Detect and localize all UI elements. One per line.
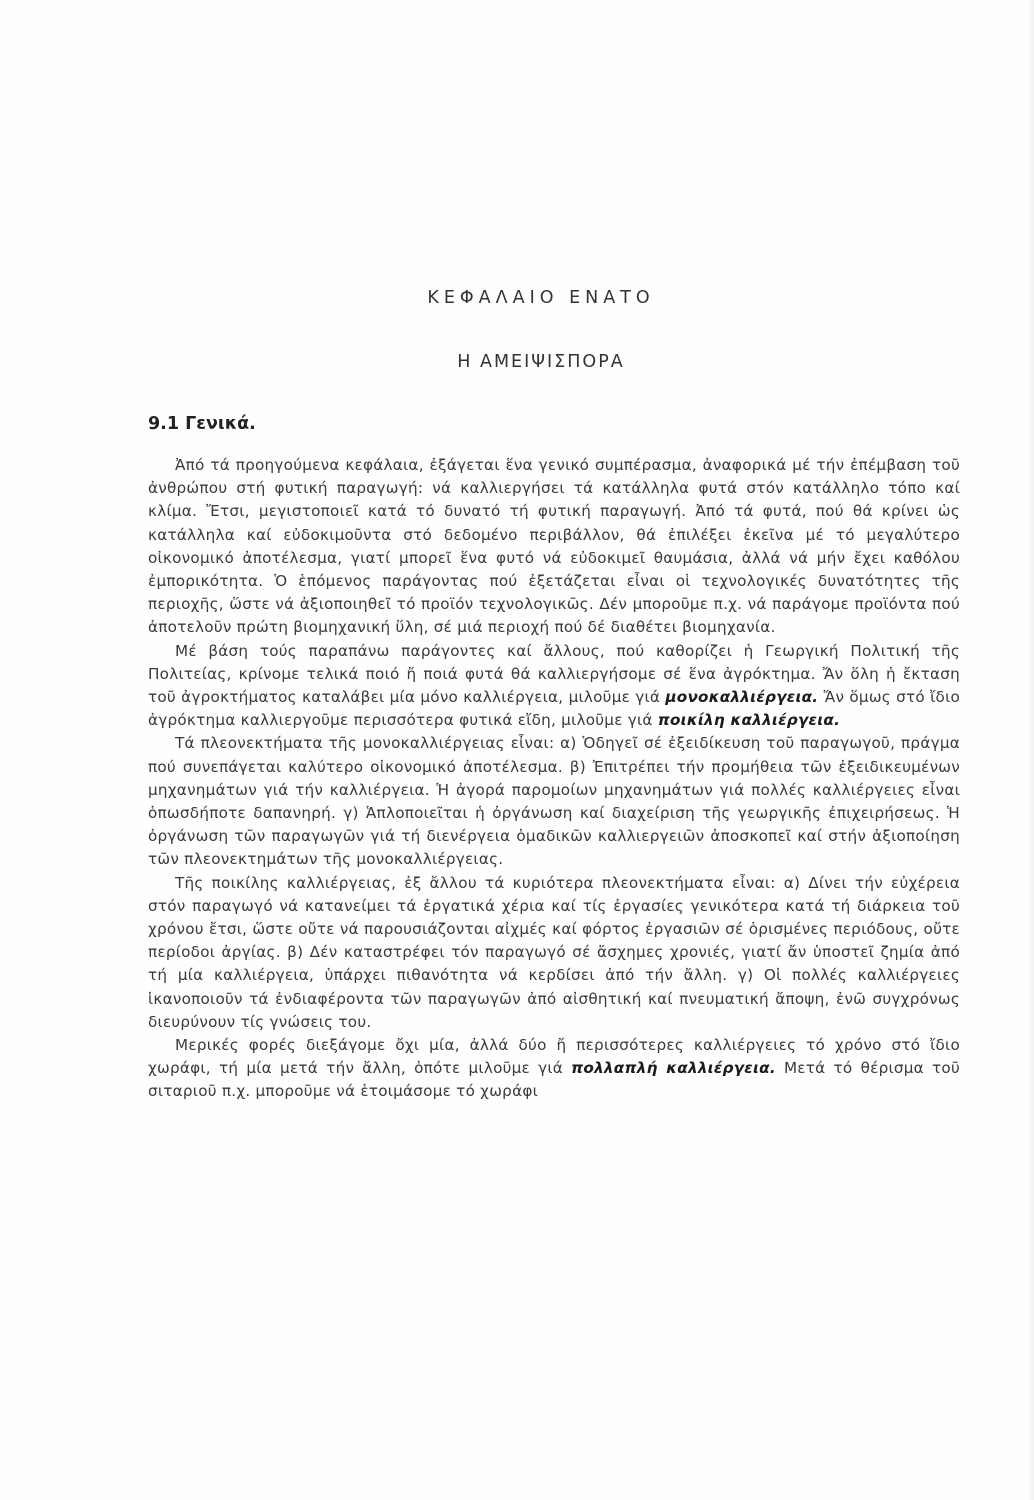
paragraph-2-text-a: Μέ βάση τούς παραπάνω παράγοντες καί ἄλλους, πού καθορίζει ἡ Γεωργική Πολιτική τῆς Πολιτείας, κρίνομε τελικά ποιό ἤ ποιά φυτά θά καλλιεργήσομε σέ ἕνα ἀγρόκτημα. Ἄν ὅλη ἡ ἔκταση τοῦ ἀγροκτήματος καταλάβει μία μόνο καλλιέργεια, μιλοῦμε γιά (148, 641, 960, 707)
chapter-label: ΚΕΦΑΛΑΙΟ ΕΝΑΤΟ (427, 288, 655, 308)
paragraph-4: Τῆς ποικίλης καλλιέργειας, ἐξ ἄλλου τά κυριότερα πλεονεκτήματα εἶναι: α) Δίνει τήν εὐχέρεια στόν παραγωγό νά κατανείμει τά ἐργατικά χέρια καί τίς ἐργασίες γενικότερα κατά τή διάρκεια τοῦ χρόνου ἔτσι, ὥστε οὔτε νά παρουσιάζονται αἰχμές καί φόρτος ἐργασιῶν σέ ὁρισμένες περιόδους, οὔτε περίοδοι ἀργίας. β) Δέν καταστρέφει τόν παραγωγό σέ ἄσχημες χρονιές, γιατί ἄν ὑποστεῖ ζημία ἀπό τή μία καλλιέργεια, ὑπάρχει πιθανότητα νά κερδίσει ἀπό τήν ἄλλη. γ) Οἱ πολλές καλλιέργειες ἱκανοποιοῦν τά ἐνδιαφέροντα τῶν παραγωγῶν ἀπό αἰσθητική καί πνευματική ἄποψη, ἐνῶ συγχρόνως διευρύνουν τίς γνώσεις του. (148, 873, 960, 1031)
section-heading: 9.1 Γενικά. (148, 414, 256, 434)
paragraph-5-text-a: Μερικές φορές διεξάγομε ὄχι μία, ἀλλά δύο ἤ περισσότερες καλλιέργειες τό χρόνο στό ἴδιο χωράφι, τή μία μετά τήν ἄλλη, ὁπότε μιλοῦμε γιά (148, 1036, 960, 1078)
paragraph-5-text-b: Μετά τό θέρισμα τοῦ σιταριοῦ π.χ. μποροῦμε νά ἑτοιμάσομε τό χωράφι (148, 1059, 960, 1101)
term-monoculture: μονοκαλλιέργεια. (665, 688, 819, 707)
chapter-title: Η ΑΜΕΙΨΙΣΠΟΡΑ (457, 352, 625, 372)
paragraph-5 (148, 1034, 960, 1104)
paragraph-2 (148, 640, 960, 733)
term-mixed-cropping: ποικίλη καλλιέργεια. (657, 711, 841, 730)
paragraph-1: Ἀπό τά προηγούμενα κεφάλαια, ἐξάγεται ἕνα γενικό συμπέρασμα, ἀναφορικά μέ τήν ἐπέμβαση τοῦ ἀνθρώπου στή φυτική παραγωγή: νά καλλιεργήσει τά κατάλληλα φυτά στόν κατάλληλο τόπο καί κλίμα. Ἔτσι, μεγιστοποιεῖ κατά τό δυνατό τή φυτική παραγωγή. Ἀπό τά φυτά, πού θά κρίνει ὡς κατάλληλα καί εὐδοκιμοῦντα στό δεδομένο περιβάλλον, θά ἐπιλέξει ἐκεῖνα μέ τό μεγαλύτερο οἰκονομικό ἀποτέλεσμα, γιατί μπορεῖ ἕνα φυτό νά εὐδοκιμεῖ θαυμάσια, ἀλλά νά μήν ἔχει καθόλου ἐμπορικότητα. Ὁ ἑπόμενος παράγοντας πού ἐξετάζεται εἶναι οἱ τεχνολογικές δυνατότητες τῆς περιοχῆς, ὥστε νά ἀξιοποιηθεῖ τό προϊόν τεχνολογικῶς. Δέν μποροῦμε π.χ. νά παράγομε προϊόντα πού ἀποτελοῦν πρώτη βιομηχανική ὕλη, σέ μιά περιοχή πού δέ διαθέτει βιομηχανία. (148, 456, 960, 637)
term-multiple-cropping: πολλαπλή καλλιέργεια. (571, 1059, 776, 1078)
paragraph-3: Τά πλεονεκτήματα τῆς μονοκαλλιέργειας εἶναι: α) Ὁδηγεῖ σέ ἐξειδίκευση τοῦ παραγωγοῦ, πράγμα πού συνεπάγεται καλύτερο οἰκονομικό ἀποτέλεσμα. β) Ἐπιτρέπει τήν προμήθεια τῶν ἐξειδικευμένων μηχανημάτων γιά τήν καλλιέργεια. Ἡ ἀγορά παρομοίων μηχανημάτων γιά πολλές καλλιέργειες εἶναι ὁπωσδήποτε δαπανηρή. γ) Ἁπλοποιεῖται ἡ ὀργάνωση καί διαχείριση τῆς γεωργικῆς ἐπιχειρήσεως. Ἡ ὀργάνωση τῶν παραγωγῶν γιά τή διενέργεια ὁμαδικῶν καλλιεργειῶν ἀποσκοπεῖ καί στήν ἀξιοποίηση τῶν πλεονεκτημάτων τῆς μονοκαλλιέργειας. (148, 734, 960, 869)
body-text (148, 454, 960, 1104)
page-edge-shadow (1028, 0, 1034, 1500)
paragraph-2-text-b: Ἄν ὅμως στό ἴδιο ἀγρόκτημα καλλιεργοῦμε περισσότερα φυτικά εἴδη, μιλοῦμε γιά (148, 688, 960, 730)
